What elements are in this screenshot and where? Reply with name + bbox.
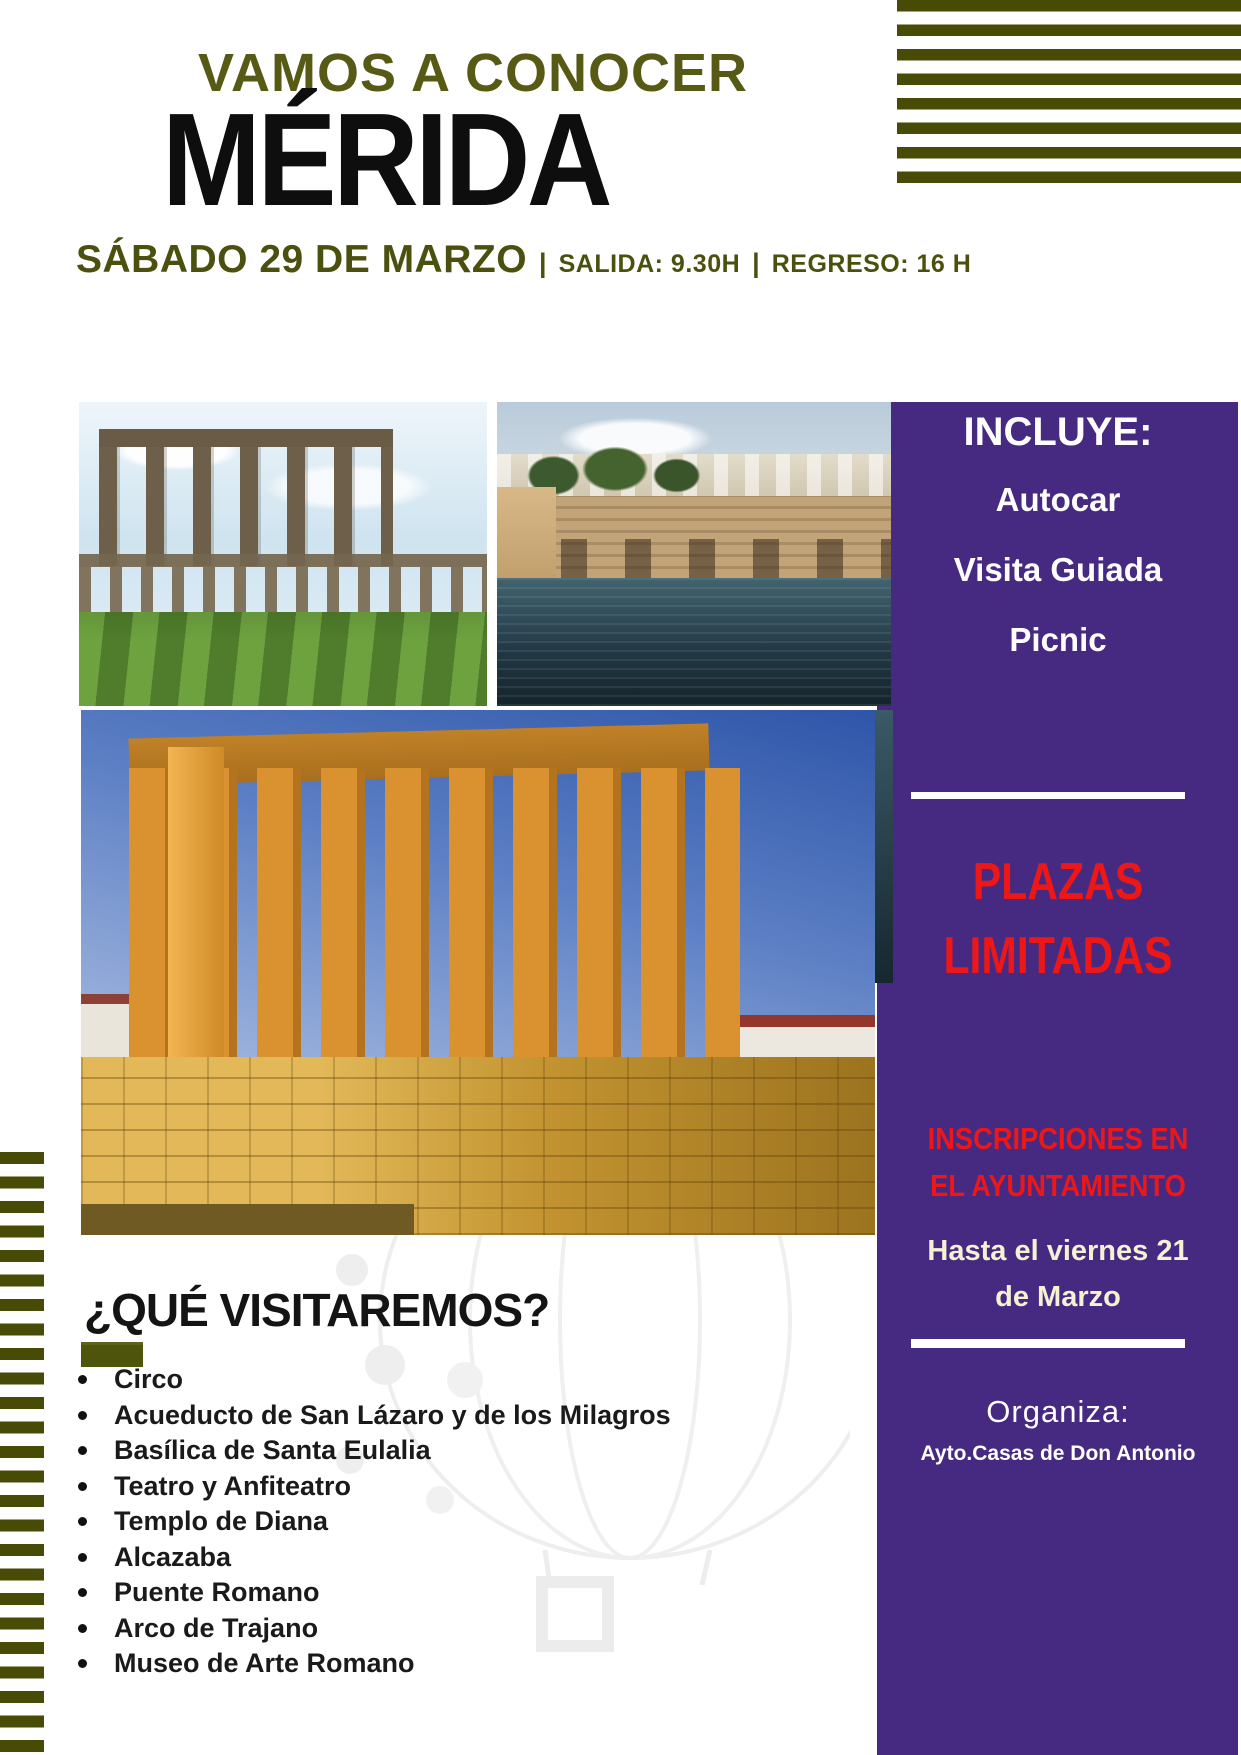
list-item: Templo de Diana [70, 1504, 671, 1540]
list-item: Teatro y Anfiteatro [70, 1469, 671, 1505]
flyer-kicker: VAMOS A CONOCER [198, 43, 749, 103]
schedule-line [76, 238, 971, 282]
river-water [497, 578, 891, 706]
photo-edge-sliver [873, 710, 893, 983]
list-item: Acueducto de San Lázaro y de los Milagros [70, 1398, 671, 1434]
panel-divider [911, 1339, 1185, 1348]
list-item: Puente Romano [70, 1575, 671, 1611]
flyer-title: MÉRIDA [162, 86, 609, 233]
include-item: Visita Guiada [953, 551, 1163, 588]
ground-shadow [81, 1204, 414, 1236]
aqueduct-photo [79, 402, 487, 706]
temple-of-diana-photo [81, 710, 875, 1235]
separator: | [752, 248, 760, 278]
list-item: Museo de Arte Romano [70, 1646, 671, 1682]
visit-heading: ¿QUÉ VISITAREMOS? [84, 1284, 550, 1336]
bottom-left-stripes [0, 1152, 44, 1755]
include-item: Picnic [1009, 621, 1107, 658]
list-item: Arco de Trajano [70, 1611, 671, 1647]
registration-line: INSCRIPCIONES EN [927, 1121, 1189, 1156]
departure-time: SALIDA: 9.30H [558, 250, 741, 278]
list-item: Basílica de Santa Eulalia [70, 1433, 671, 1469]
info-panel [877, 402, 1238, 1755]
limited-seats-line: PLAZAS [972, 853, 1144, 911]
separator: | [539, 248, 547, 278]
includes-heading: INCLUYE: [963, 410, 1153, 454]
bridge-arches [497, 539, 891, 582]
organizer-name: Ayto.Casas de Don Antonio [920, 1442, 1196, 1465]
limited-seats-line: LIMITADAS [943, 927, 1173, 985]
aqueduct-upper-arches [99, 429, 393, 566]
deadline-line: de Marzo [995, 1281, 1121, 1313]
organizer-label: Organiza: [986, 1394, 1130, 1429]
roman-bridge-photo [497, 402, 891, 706]
list-item: Alcazaba [70, 1540, 671, 1576]
panel-divider [911, 792, 1185, 799]
grass [79, 612, 487, 706]
return-time: REGRESO: 16 H [771, 250, 972, 278]
list-item: Circo [70, 1362, 671, 1398]
visit-list [70, 1362, 671, 1682]
aqueduct-lower-arches [79, 554, 487, 618]
include-item: Autocar [995, 481, 1121, 518]
deadline-line: Hasta el viernes 21 [927, 1235, 1189, 1267]
registration-line: EL AYUNTAMIENTO [930, 1168, 1186, 1203]
trip-date: SÁBADO 29 DE MARZO [76, 238, 528, 281]
top-right-stripes [897, 0, 1241, 184]
